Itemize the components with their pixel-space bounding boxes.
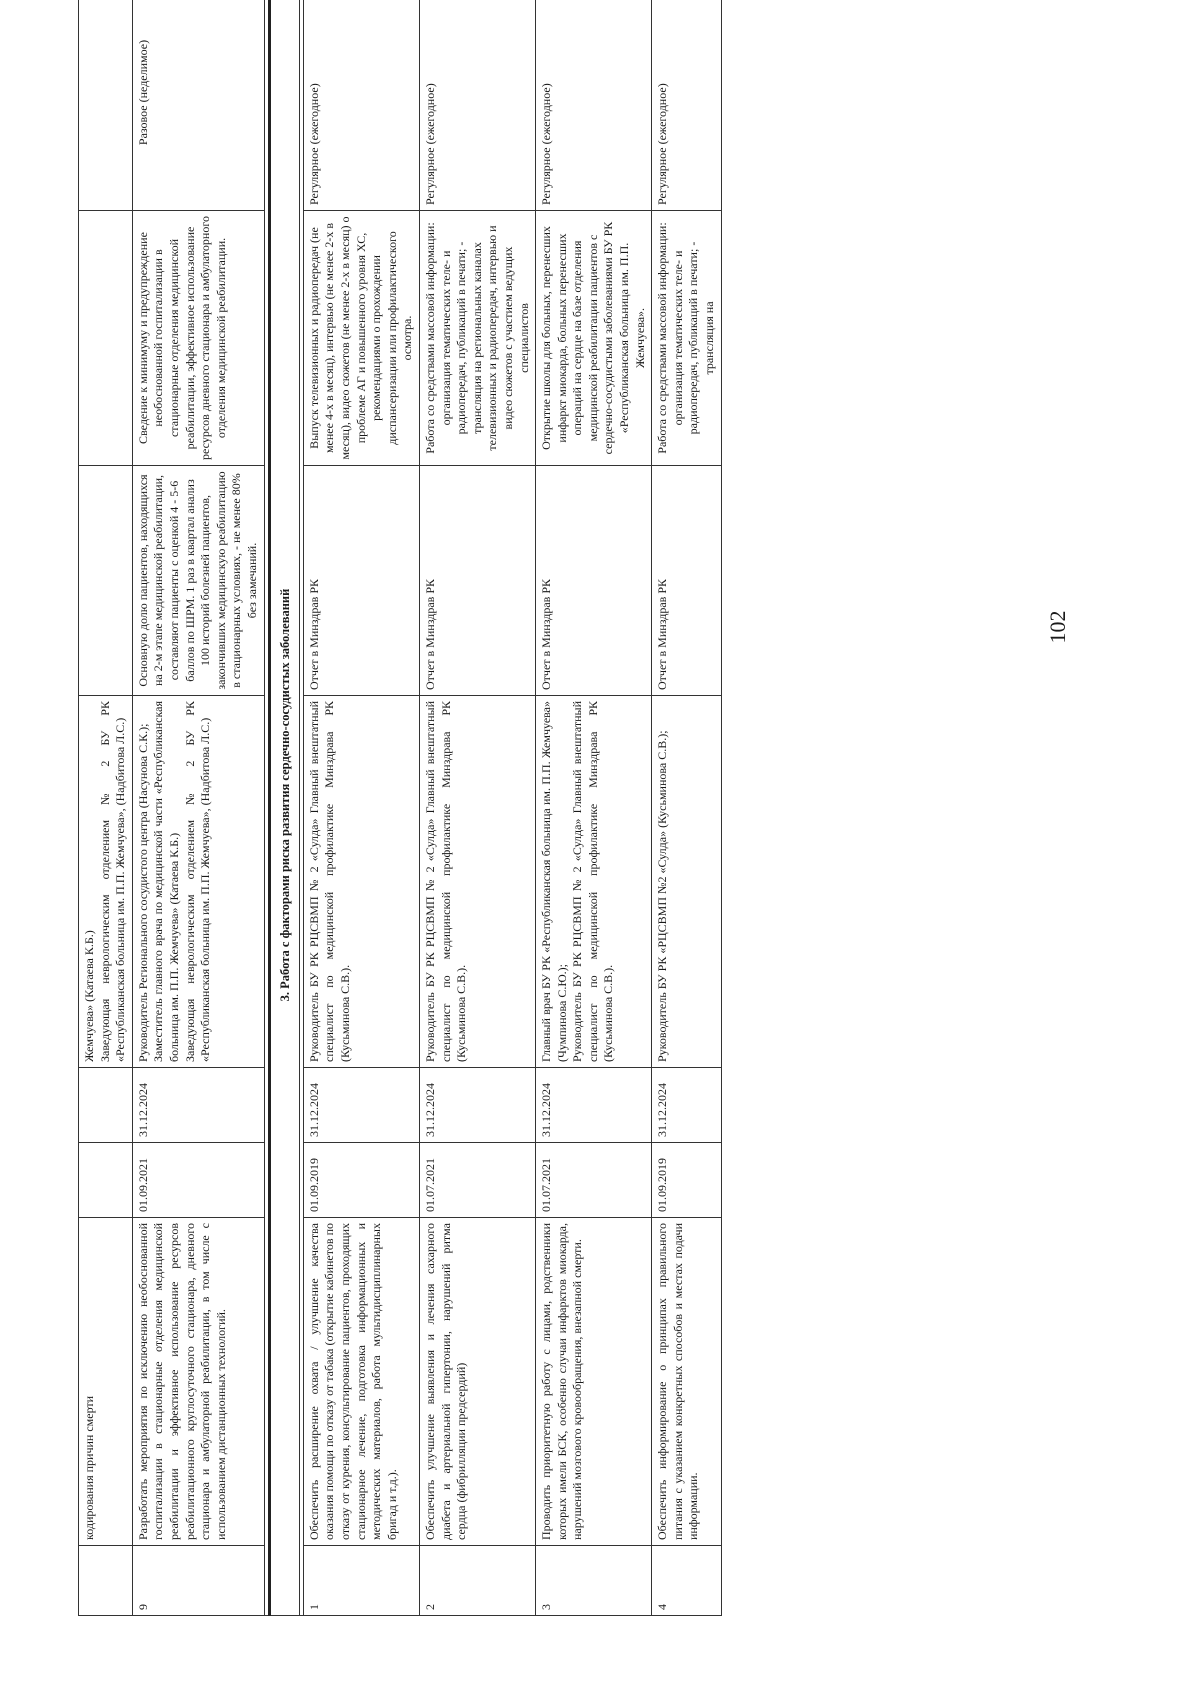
type-cell: Регулярное (ежегодное) xyxy=(536,0,652,211)
result-cell: Работа со средствами массовой информации: организация тематических теле- и радиопередач, публикаций в печати; - трансляция на xyxy=(652,211,721,466)
responsible-cell xyxy=(79,696,133,1068)
responsible-line: Руководитель БУ РК РЦСВМП № 2 «Сулда» Главный внештатный специалист по медицинской профилактике Минздрава РК (Кусьминова С.В.). xyxy=(422,701,469,1062)
start-date-cell: 01.09.2021 xyxy=(132,1143,264,1218)
report-cell xyxy=(79,466,133,696)
row-number: 3 xyxy=(536,1546,652,1616)
table-row xyxy=(303,0,419,1616)
start-date-cell: 01.09.2019 xyxy=(303,1143,419,1218)
responsible-line: Главный врач БУ РК «Республиканская больница им. П.П. Жемчуева» (Чумпинова С.Ю.); xyxy=(539,701,569,1062)
report-cell: Отчет в Минздрав РК xyxy=(652,466,721,696)
row-number: 1 xyxy=(303,1546,419,1616)
table-row xyxy=(536,0,652,1616)
result-cell: Выпуск телевизионных и радиопередач (не менее 4-х в месяц), интервью (не менее 2-х в месяц), видео сюжетов (не менее 2-х в месяц) о проблеме АГ и повышенного уровня ХС, рекомендациями о прохождении диспансеризации или профилактического осмотра. xyxy=(303,211,419,466)
end-date-cell: 31.12.2024 xyxy=(536,1068,652,1143)
measure-cell: Проводить приоритетную работу с лицами, родственники которых имели БСК, особенно случаи инфарктов миокарда, нарушений мозгового кровообращения, внезапной смерти. xyxy=(536,1218,652,1546)
table-row-continued xyxy=(79,0,133,1616)
start-date-cell: 01.07.2021 xyxy=(419,1143,535,1218)
table-row xyxy=(652,0,721,1616)
measure-cell: Разработать мероприятия по исключению необоснованной госпитализации в стационарные отделения медицинской реабилитации и эффективное использование ресурсов реабилитационного круглосуточного стационара, дневного стационара и амбулаторной реабилитации, в том числе с использованием дистанционных технологий. xyxy=(132,1218,264,1546)
report-cell: Отчет в Минздрав РК xyxy=(419,466,535,696)
row-number: 4 xyxy=(652,1546,721,1616)
responsible-line: Руководитель БУ РК РЦСВМП № 2 «Сулда» Главный внештатный специалист по медицинской профилактике Минздрава РК (Кусьминова С.В.). xyxy=(306,701,352,1062)
report-cell: Основную долю пациентов, находящихся на 2-м этапе медицинской реабилитации, составляют пациенты с оценкой 4 - 5-6 баллов по ШРМ. 1 раз в квартал анализ 100 историй болезней пациентов, закончивших медицинскую реабилитацию в стационарных условиях, - не менее 80% без замечаний. xyxy=(132,466,264,696)
table-row-9 xyxy=(132,0,264,1616)
result-cell: Сведение к минимуму и предупреждение необоснованной госпитализации в стационарные отделения медицинской реабилитации, эффективное использование ресурсов дневного стационара и амбулаторного отделения медицинской реабилитации. xyxy=(132,211,264,466)
section-title: 3. Работа с факторами риска развития сердечно-сосудистых заболеваний xyxy=(269,0,299,1616)
type-cell: Регулярное (ежегодное) xyxy=(419,0,535,211)
section-header-row xyxy=(269,0,299,1616)
measure-cell: Обеспечить расширение охвата / улучшение качества оказания помощи по отказу от табака (открытие кабинетов по отказу от курения, консультирование пациентов, проходящих стационарное лечение, подготовка информационных и методических материалов, работа мультидисциплинарных бригад и т.д.). xyxy=(303,1218,419,1546)
start-date-cell: 01.07.2021 xyxy=(536,1143,652,1218)
result-cell: Открытие школы для больных, перенесших инфаркт миокарда, больных перенесших операций на сердце на базе отделения медицинской реабилитации пациентов с сердечно-сосудистыми заболеваниями БУ РК «Республиканская больница им. П.П. Жемчуева». xyxy=(536,211,652,466)
start-date-cell: 01.09.2019 xyxy=(652,1143,721,1218)
type-cell xyxy=(79,0,133,211)
table-row xyxy=(419,0,535,1616)
measure-cell: Обеспечить информирование о принципах правильного питания с указанием конкретных способов и местах подачи информации. xyxy=(652,1218,721,1546)
responsible-line: Руководитель БУ РК РЦСВМП № 2 «Сулда» Главный внештатный специалист по медицинской профилактике Минздрава РК (Кусьминова С.В.). xyxy=(570,701,616,1062)
type-cell: Регулярное (ежегодное) xyxy=(303,0,419,211)
row-number: 2 xyxy=(419,1546,535,1616)
responsible-line: Жемчуева» (Катаева К.Б.) xyxy=(82,930,96,1062)
type-cell: Разовое (неделимое) xyxy=(132,0,264,211)
responsible-cell xyxy=(536,696,652,1068)
responsible-line: Заведующая неврологическим отделением № 2 БУ РК «Республиканская больница им. П.П. Жемчуева», (Надбитова Л.С.) xyxy=(182,701,213,1062)
responsible-cell xyxy=(132,696,264,1068)
end-date-cell: 31.12.2024 xyxy=(132,1068,264,1143)
row-number: 9 xyxy=(132,1546,264,1616)
report-cell: Отчет в Минздрав РК xyxy=(536,466,652,696)
responsible-line: Заведующая неврологическим отделением № 2 БУ РК «Республиканская больница им. П.П. Жемчуева», (Надбитова Л.С.) xyxy=(97,701,128,1062)
measure-cell: кодирования причин смерти xyxy=(79,1218,133,1546)
end-date-cell xyxy=(79,1068,133,1143)
report-cell: Отчет в Минздрав РК xyxy=(303,466,419,696)
end-date-cell: 31.12.2024 xyxy=(419,1068,535,1143)
measure-cell: Обеспечить улучшение выявления и лечения сахарного диабета и артериальной гипертонии, нарушений ритма сердца (фибрилляции предсердий) xyxy=(419,1218,535,1546)
page-number: 102 xyxy=(1045,610,1070,644)
measures-table xyxy=(78,0,722,1616)
end-date-cell: 31.12.2024 xyxy=(652,1068,721,1143)
result-cell xyxy=(79,211,133,466)
responsible-line: Заместитель главного врача по медицинской части «Республиканская больница им. П.П. Жемчуева» (Катаева К.Б.) xyxy=(151,701,181,1062)
responsible-cell xyxy=(652,696,721,1068)
responsible-cell xyxy=(419,696,535,1068)
responsible-line: Руководитель Регионального сосудистого центра (Насунова С.К.); xyxy=(135,723,150,1062)
result-cell: Работа со средствами массовой информации: организация тематических теле- и радиопередач, публикаций в печати; - трансляция на региональных каналах телевизионных и радиопередач, интервью и видео сюжетов с участием ведущих специалистов xyxy=(419,211,535,466)
responsible-line: Руководитель БУ РК «РЦСВМП №2 «Сулда» (Кусьминова С.В.); xyxy=(655,730,670,1062)
start-date-cell xyxy=(79,1143,133,1218)
end-date-cell: 31.12.2024 xyxy=(303,1068,419,1143)
type-cell: Регулярное (ежегодное) xyxy=(652,0,721,211)
row-number xyxy=(79,1546,133,1616)
responsible-cell xyxy=(303,696,419,1068)
